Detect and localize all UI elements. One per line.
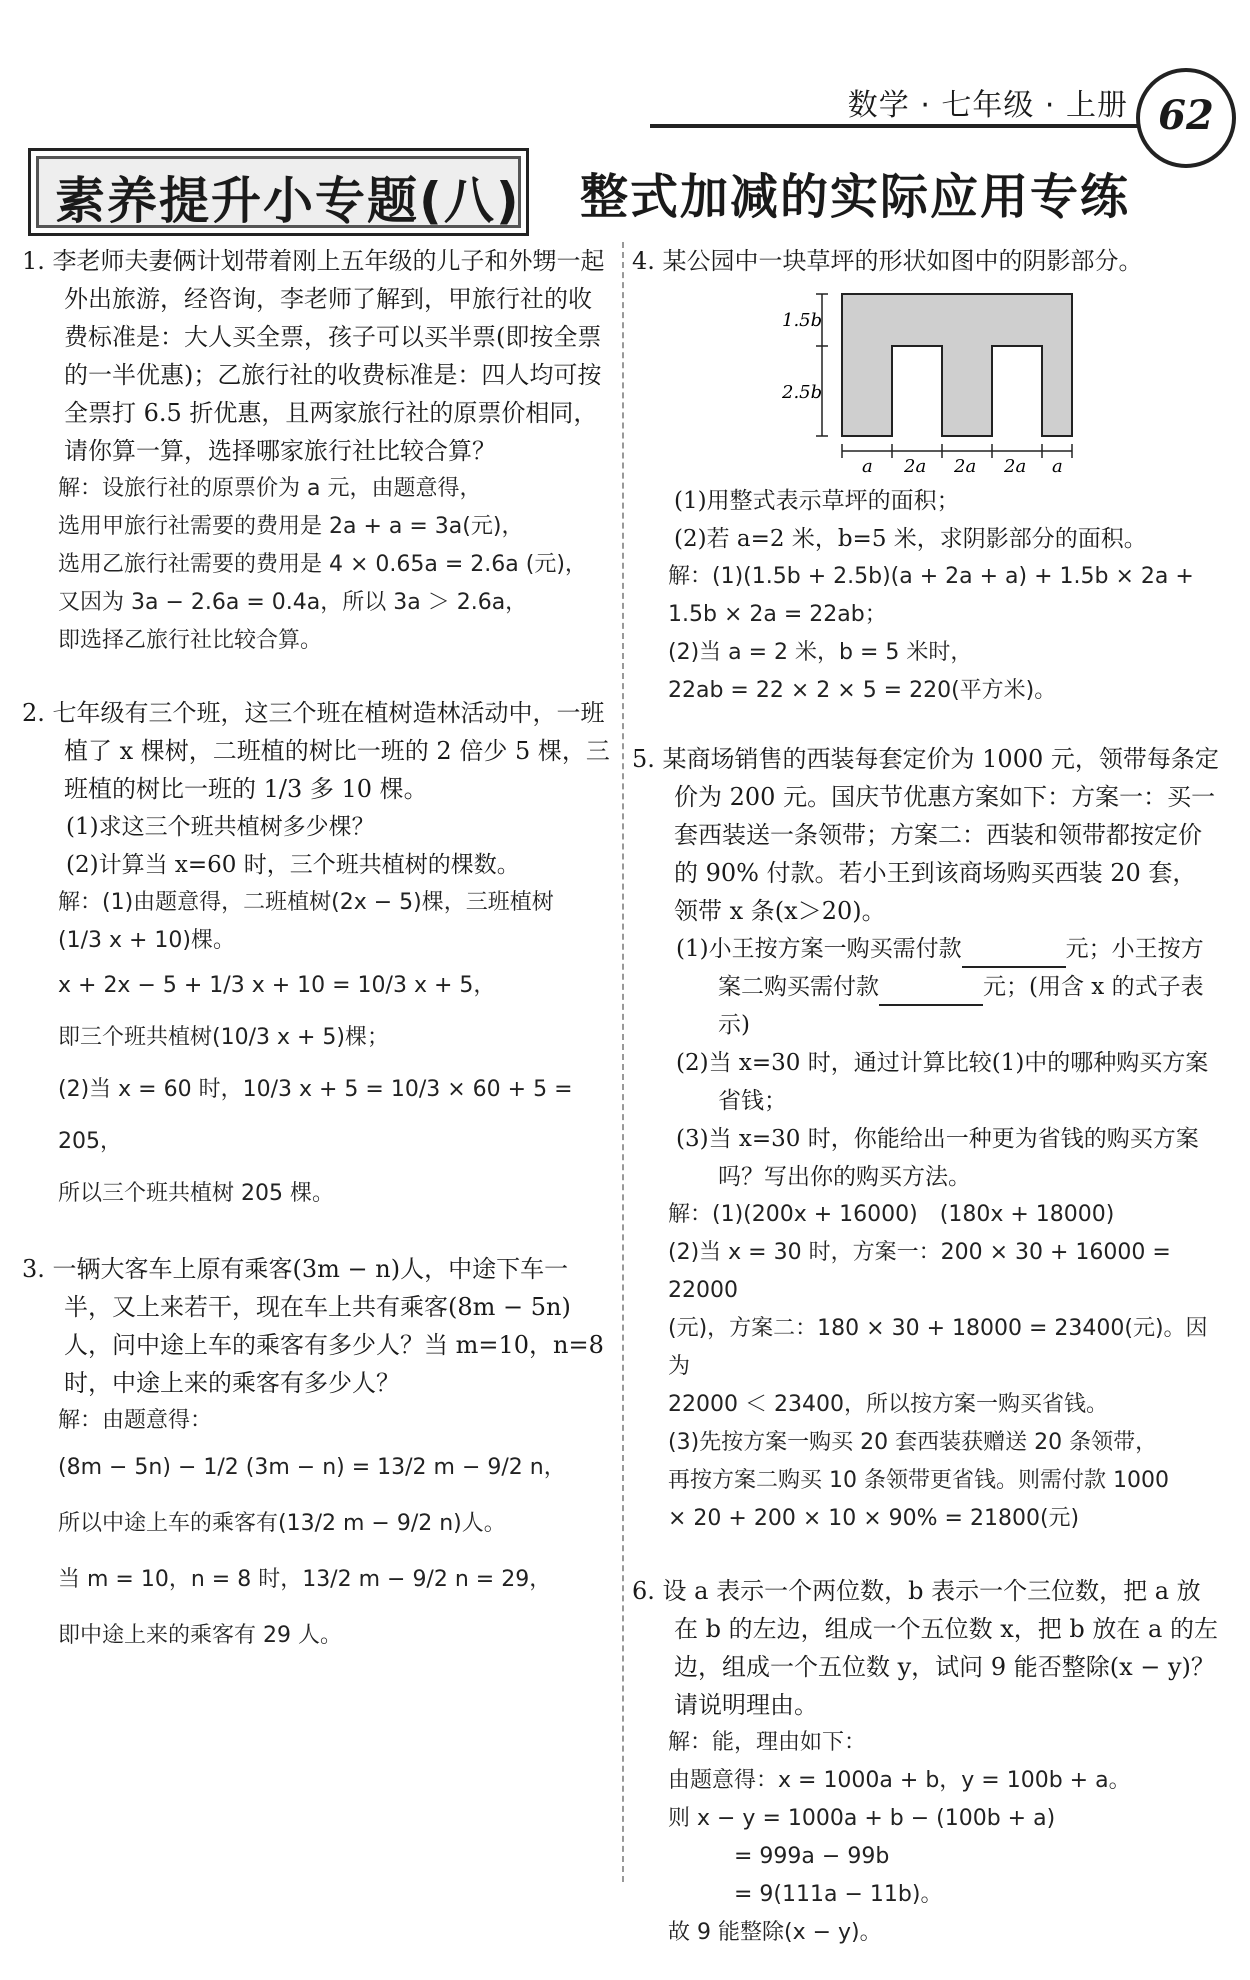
q6-answer-line: = 999a − 99b [668, 1844, 890, 1869]
left-column [22, 242, 614, 1692]
q4-answer-line: (2)当 a = 2 米，b = 5 米时， [668, 640, 973, 665]
q5-answer-line: × 20 + 200 × 10 × 90% = 21800(元) [668, 1506, 1080, 1531]
q3-answer-line: (8m − 5n) − 1/2 (3m − n) = 13/2 m − 9/2 n， [58, 1455, 566, 1480]
q2-answer-line: 所以三个班共植树 205 棵。 [58, 1181, 334, 1206]
q1-answer-line: 又因为 3a − 2.6a = 0.4a，所以 3a ＞ 2.6a， [58, 590, 528, 615]
q3-answer-line: 即中途上来的乘客有 29 人。 [58, 1623, 342, 1648]
q4-answer-line: 22ab = 22 × 2 × 5 = 220(平方米)。 [668, 678, 1057, 703]
q5-sub-3: (3)当 x=30 时，你能给出一种更为省钱的购买方案吗？写出你的购买方法。 [676, 1126, 1199, 1190]
section-topic: 整式加减的实际应用专练 [580, 169, 1131, 225]
label-a: a [862, 456, 873, 476]
q2-sub: (1)求这三个班共植树多少棵？ [66, 814, 375, 840]
q5-sub-1 [632, 930, 1220, 1044]
q2-answer-line: x + 2x − 5 + 1/3 x + 10 = 10/3 x + 5， [58, 973, 496, 998]
answer-blank[interactable] [962, 942, 1066, 968]
q6-answer-line: = 9(111a − 11b)。 [668, 1882, 943, 1907]
q6-answer-line: 由题意得：x = 1000a + b，y = 100b + a。 [668, 1768, 1131, 1793]
column-divider [622, 242, 624, 1882]
label-2a: 2a [1004, 456, 1027, 476]
q4-answer-line: 1.5b × 2a = 22ab； [668, 602, 887, 627]
q5-sub1-text: 元；(用含 x 的式子表示) [718, 974, 1204, 1038]
q2-stem: 2. 七年级有三个班，这三个班在植树造林活动中，一班植了 x 棵树，二班植的树比一班的 2 倍少 5 棵，三班植的树比一班的 1/3 多 10 棵。 [22, 699, 610, 803]
question-4 [632, 242, 1220, 710]
page-header [650, 68, 1240, 139]
q5-answer-line: 22000 ＜ 23400，所以按方案一购买省钱。 [668, 1392, 1108, 1417]
q1-answer-line: 选用乙旅行社需要的费用是 4 × 0.65a = 2.6a (元)， [58, 552, 587, 577]
q3-stem: 3. 一辆大客车上原有乘客(3m − n)人，中途下车一半，又上来若干，现在车上共有乘客(8m − 5n)人，问中途上车的乘客有多少人？当 m=10，n=8 时，中途上来的乘客有多少人？ [22, 1255, 604, 1397]
page-number: 62 [1136, 68, 1236, 168]
q4-stem: 4. 某公园中一块草坪的形状如图中的阴影部分。 [632, 247, 1143, 275]
question-5 [632, 740, 1220, 1538]
label-2a: 2a [904, 456, 927, 476]
q6-answer-line: 则 x − y = 1000a + b − (100b + a) [668, 1806, 1056, 1831]
book-title: 数学 · 七年级 · 上册 [847, 88, 1128, 123]
q3-answer-line: 解：由题意得： [58, 1408, 213, 1433]
label-a: a [1052, 456, 1063, 476]
q3-answer-line: 当 m = 10，n = 8 时，13/2 m − 9/2 n = 29， [58, 1567, 552, 1592]
q5-answer-line: (3)先按方案一购买 20 套西装获赠送 20 条领带， [668, 1430, 1158, 1455]
q5-sub1-text: (1)小王按方案一购买需付款 [676, 936, 962, 962]
q4-answer-line: 解：(1)(1.5b + 2.5b)(a + 2a + a) + 1.5b × 2a + [668, 564, 1194, 589]
label-1.5b: 1.5b [782, 310, 823, 331]
q1-answer-line: 解：设旅行社的原票价为 a 元，由题意得， [58, 476, 482, 501]
q5-answer-line: 再按方案二购买 10 条领带更省钱。则需付款 1000 [668, 1468, 1169, 1493]
q2-answer-line: (2)当 x = 60 时，10/3 x + 5 = 10/3 × 60 + 5 = 205， [58, 1077, 573, 1154]
q5-answer-line: (2)当 x = 30 时，方案一：200 × 30 + 16000 = 22000 [668, 1240, 1171, 1303]
q2-sub: (2)计算当 x=60 时，三个班共植树的棵数。 [66, 852, 520, 878]
section-label [28, 148, 529, 236]
q4-sub: (2)若 a=2 米，b=5 米，求阴影部分的面积。 [674, 526, 1147, 552]
q4-sub: (1)用整式表示草坪的面积； [674, 488, 960, 514]
label-2.5b: 2.5b [782, 382, 823, 403]
q2-answer-line: 解：(1)由题意得，二班植树(2x − 5)棵，三班植树 [58, 890, 554, 915]
lawn-figure [782, 286, 1082, 476]
q1-stem: 1. 李老师夫妻俩计划带着刚上五年级的儿子和外甥一起外出旅游，经咨询，李老师了解到，甲旅行社的收费标准是：大人买全票，孩子可以买半票(即按全票的一半优惠)；乙旅行社的收费标准是：四人均可按全票打 6.5 折优惠，且两家旅行社的原票价相同，请你算一算，选择哪家旅行社比较合算？ [22, 247, 605, 465]
q5-answer-line: (元)，方案二：180 × 30 + 18000 = 23400(元)。因为 [668, 1316, 1208, 1379]
q5-stem: 5. 某商场销售的西装每套定价为 1000 元，领带每条定价为 200 元。国庆节优惠方案如下：方案一：买一套西装送一条领带；方案二：西装和领带都按定价的 90% 付款。若小王到该商场购买西装 20 套，领带 x 条(x＞20)。 [632, 745, 1219, 925]
q5-answer-line: 解：(1)(200x + 16000) (180x + 18000) [668, 1202, 1115, 1227]
q1-answer-line: 选用甲旅行社需要的费用是 2a + a = 3a(元)， [58, 514, 524, 539]
question-2 [22, 694, 614, 1220]
q3-answer-line: 所以中途上车的乘客有(13/2 m − 9/2 n)人。 [58, 1511, 506, 1536]
label-2a: 2a [954, 456, 977, 476]
lawn-shaded-region [842, 294, 1072, 436]
q6-answer-line: 解：能，理由如下： [668, 1730, 867, 1755]
question-1 [22, 242, 614, 660]
q5-sub1-text: 元；小王按方案二购买需付款 [718, 936, 1204, 1000]
q6-stem: 6. 设 a 表示一个两位数，b 表示一个三位数，把 a 放在 b 的左边，组成一个五位数 x，把 b 放在 a 的左边，组成一个五位数 y，试问 9 能否整除(x − y)？请说明理由。 [632, 1577, 1218, 1719]
section-label-text: 素养提升小专题(八) [55, 172, 521, 230]
q5-sub-2: (2)当 x=30 时，通过计算比较(1)中的哪种购买方案省钱； [676, 1050, 1209, 1114]
header-rule [650, 124, 1180, 128]
right-column [632, 242, 1220, 1980]
q6-answer-line: 故 9 能整除(x − y)。 [668, 1920, 882, 1945]
q1-answer-line: 即选择乙旅行社比较合算。 [58, 628, 323, 653]
q2-answer-line: (1/3 x + 10)棵。 [58, 928, 235, 953]
question-3 [22, 1250, 614, 1664]
answer-blank[interactable] [879, 980, 983, 1006]
q2-answer-line: 即三个班共植树(10/3 x + 5)棵； [58, 1025, 389, 1050]
question-6 [632, 1572, 1220, 1952]
